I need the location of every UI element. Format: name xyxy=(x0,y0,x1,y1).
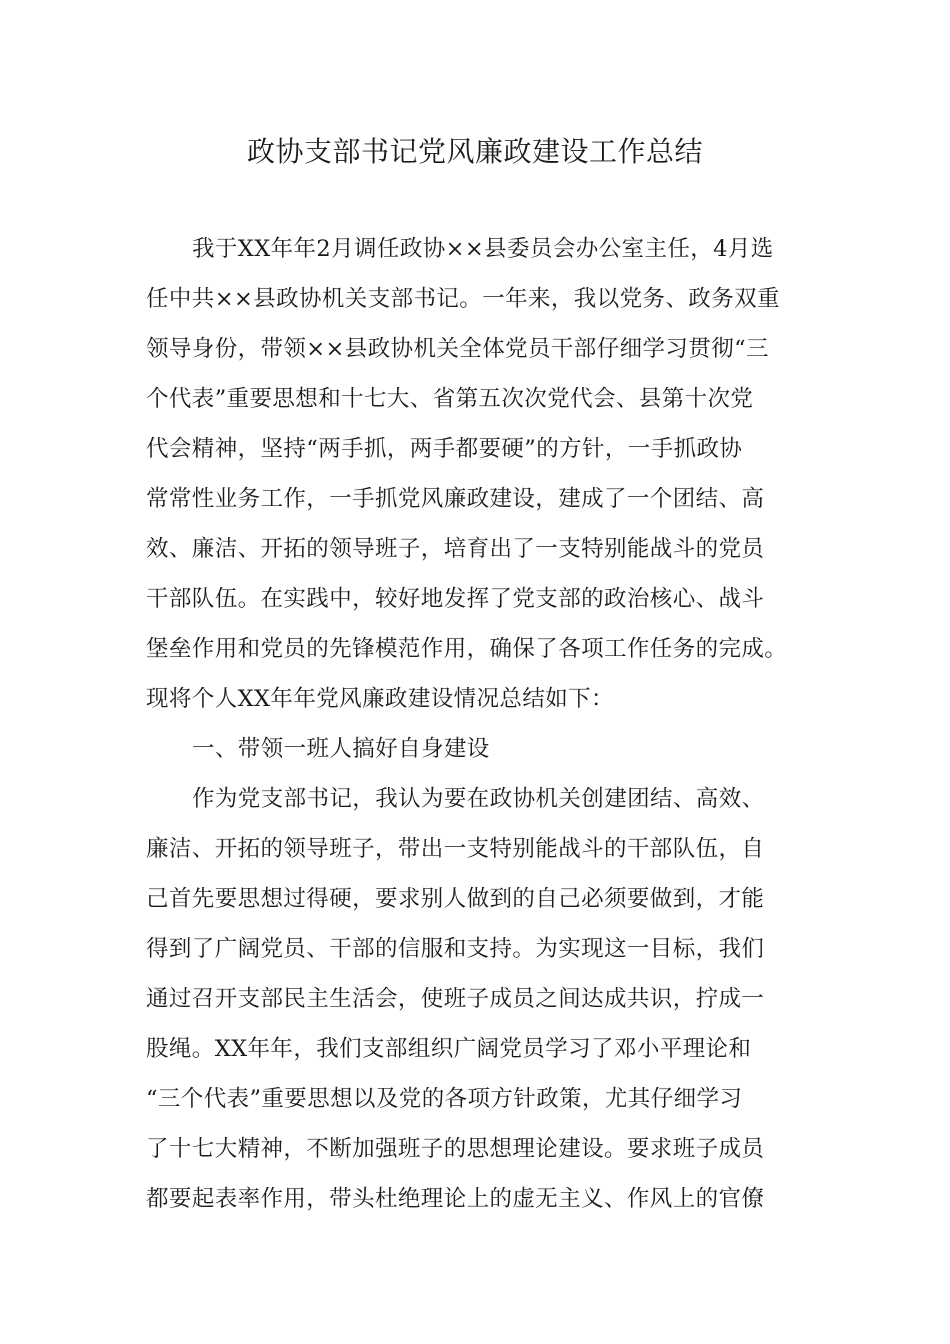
paragraph-line: 效、廉洁、开拓的领导班子，培育出了一支特别能战斗的党员 xyxy=(146,536,765,562)
paragraph-line: 常常性业务工作，一手抓党风廉政建设，建成了一个团结、高 xyxy=(146,486,765,512)
paragraph-line: 个代表”重要思想和十七大、省第五次次党代会、县第十次党 xyxy=(146,386,754,412)
paragraph-line: “三个代表”重要思想以及党的各项方针政策，尤其仔细学习 xyxy=(146,1086,743,1112)
paragraph-line: 股绳。XX年年，我们支部组织广阔党员学习了邓小平理论和 xyxy=(146,1036,752,1062)
section-heading: 一、带领一班人搞好自身建设 xyxy=(192,736,490,762)
paragraph-line: 现将个人XX年年党风廉政建设情况总结如下： xyxy=(146,686,614,712)
paragraph-line: 干部队伍。在实践中，较好地发挥了党支部的政治核心、战斗 xyxy=(146,586,765,612)
paragraph-line: 任中共××县政协机关支部书记。一年来，我以党务、政务双重 xyxy=(146,286,780,312)
paragraph-line: 作为党支部书记，我认为要在政协机关创建团结、高效、 xyxy=(192,786,765,812)
paragraph-line: 领导身份，带领××县政协机关全体党员干部仔细学习贯彻“三 xyxy=(146,336,769,362)
paragraph-line: 通过召开支部民主生活会，使班子成员之间达成共识，拧成一 xyxy=(146,986,765,1012)
paragraph-line: 都要起表率作用，带头杜绝理论上的虚无主义、作风上的官僚 xyxy=(146,1186,765,1212)
paragraph-line: 廉洁、开拓的领导班子，带出一支特别能战斗的干部队伍，自 xyxy=(146,836,765,862)
paragraph-line: 了十七大精神，不断加强班子的思想理论建设。要求班子成员 xyxy=(146,1136,765,1162)
paragraph-line: 己首先要思想过得硬，要求别人做到的自己必须要做到，才能 xyxy=(146,886,765,912)
paragraph-line: 我于XX年年2月调任政协××县委员会办公室主任，4月选 xyxy=(192,236,774,262)
paragraph-line: 代会精神，坚持“两手抓，两手都要硬”的方针，一手抓政协 xyxy=(146,436,743,462)
paragraph-line: 堡垒作用和党员的先锋模范作用，确保了各项工作任务的完成。 xyxy=(146,636,788,662)
document-title: 政协支部书记党风廉政建设工作总结 xyxy=(246,135,703,168)
paragraph-line: 得到了广阔党员、干部的信服和支持。为实现这一目标，我们 xyxy=(146,936,765,962)
